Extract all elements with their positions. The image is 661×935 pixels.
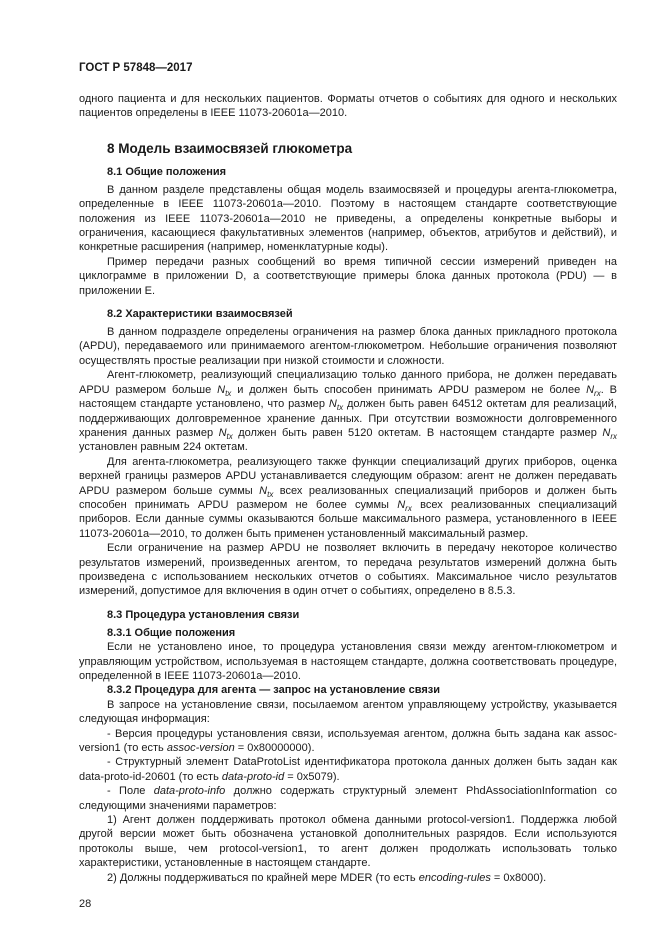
italic-term: data-proto-id [221, 770, 285, 783]
paragraph: одного пациента и для нескольких пациентов. Форматы отчетов о событиях для одного и нескольких пациентов определены в IEEE 11073-20601a—2010. [79, 93, 617, 120]
text-segment: должен быть равен 5120 октетам. В настоящем стандарте размер [232, 426, 603, 439]
text-segment: должен быть равен 64512 октетам для реализаций, поддерживающих долговременное хранение данных. При отсутствии возможности долговременного хранения данных размер [79, 398, 617, 439]
text-segment: - Версия процедуры установления связи, используемая агентом, должна быть задана как assoc-version1 (то есть [79, 727, 617, 755]
list-item [79, 755, 617, 784]
symbol-n: N [217, 383, 226, 396]
paragraph [79, 368, 617, 454]
text-segment: установлен равным 224 октетам. [79, 441, 248, 454]
paragraph: В запросе на установление связи, посылаемом агентом управляющему устройству, указывается следующая информация: [79, 698, 617, 726]
subsection-heading-8-3: 8.3 Процедура установления связи [107, 608, 300, 621]
document-page [79, 0, 617, 932]
numbered-item: 1) Агент должен поддерживать протокол обмена данными protocol-version1. Поддержка любой другой версии может быть обозначена установкой дополнительных разрядов. Если используются протоколы выше, чем protocol-version1, то агент должен продолжать использовать только характеристики, установленные в настоящем стандарте. [79, 814, 617, 870]
text-segment: и должен быть способен принимать APDU размером не более [231, 383, 587, 396]
symbol-n: N [602, 426, 611, 439]
paragraph [79, 455, 617, 541]
subscript-rx: rx [610, 431, 617, 441]
italic-term: data-proto-info [153, 785, 226, 798]
subsection-heading-8-2: 8.2 Характеристики взаимосвязей [107, 308, 293, 321]
text-segment: = 0x8000). [490, 871, 547, 884]
paragraph: В данном разделе представлены общая модель взаимосвязей и процедуры агента-глюкометра, определенные в IEEE 11073-20601a—2010. Поэтому в настоящем стандарте соответствующие положения из IEEE 11073-20601a—2010 не приведены, а определены конкретные выборы и ограничения, касающиеся факультативных элементов (например, объектов, атрибутов и действий), и конкретные расширения (например, номенклатурные коды). [79, 183, 617, 254]
text-segment: Агент-глюкометр, реализующий специализацию только данного прибора, не должен передавать APDU размером больше [79, 369, 617, 396]
subscript-rx: rx [594, 388, 601, 398]
symbol-n: N [218, 426, 227, 439]
paragraph: Если ограничение на размер APDU не позволяет включить в передачу некоторое количество результатов измерений, произведенных агентом, то передача результатов измерений должна быть произведена с использованием нескольких отчетов о событиях. Максимальное число результатов измерений, допустимое для включения в один отчет о событиях, определено в 8.5.3. [79, 542, 617, 598]
symbol-n: N [328, 398, 337, 411]
symbol-n: N [397, 498, 406, 511]
subscript-tx: tx [336, 403, 344, 413]
text-segment: - Структурный элемент DataProtoList идентификатора протокола данных должен быть задан как data-proto-id-20601 (то есть [79, 756, 617, 783]
paragraph: Пример передачи разных сообщений во время типичной сессии измерений приведен на циклограмме в приложении D, а соответствующие примеры блока данных протокола (PDU) — в приложении E. [79, 255, 617, 297]
text-segment: всех реализованных специализаций приборов. Если данные суммы оказываются больше максимального размера, установленного в IEEE 11073-20601a—2010, то должен быть применен установленный максимальный размер. [79, 498, 617, 540]
numbered-item [79, 871, 617, 885]
subscript-tx: tx [225, 388, 232, 398]
text-segment: = 0x80000000). [234, 742, 315, 755]
italic-term: assoc-version [166, 742, 235, 755]
italic-term: encoding-rules [418, 871, 491, 884]
text-segment: Для агента-глюкометра, реализующего также функции специализаций других приборов, оценка верхней границы размеров APDU устанавливается следующим образом: агент не должен передавать APDU размером больше суммы [79, 455, 617, 497]
paragraph: В данном подразделе определены ограничения на размер блока данных прикладного протокола (APDU), передаваемого или принимаемого агентом-глюкометром. Небольшие ограничения позволяют осуществлять простые реализации при низкой стоимости и сложности. [79, 326, 617, 367]
symbol-n: N [586, 383, 595, 396]
subsection-heading-8-1: 8.1 Общие положения [107, 165, 227, 178]
text-segment: должно содержать структурный элемент PhdAssociationInformation со следующими значениями параметров: [79, 785, 617, 812]
list-item [79, 727, 617, 756]
symbol-n: N [259, 484, 268, 497]
subscript-tx: tx [267, 489, 274, 499]
text-segment: 2) Должны поддерживаться по крайней мере MDER (то есть [107, 871, 419, 884]
page-number: 28 [79, 898, 92, 911]
subsection-heading-8-3-2: 8.3.2 Процедура для агента — запрос на установление связи [107, 684, 440, 697]
section-heading-8: 8 Модель взаимосвязей глюкометра [107, 140, 353, 156]
text-segment: всех реализованных специализаций приборов и должен быть способен принимать APDU размером не более суммы [79, 484, 617, 511]
text-segment: = 0x5079). [284, 770, 340, 783]
subsection-heading-8-3-1: 8.3.1 Общие положения [107, 626, 236, 639]
text-segment: . В настоящем стандарте установлено, что размер [79, 383, 617, 411]
text-segment: - Поле [107, 785, 154, 798]
paragraph: Если не установлено иное, то процедура установления связи между агентом-глюкометром и управляющим устройством, используемая в настоящем стандарте, должна соответствовать процедуре, определенной в IEEE 11073-20601a—2010. [79, 641, 617, 682]
subscript-rx: rx [405, 503, 412, 513]
subscript-tx: tx [226, 431, 233, 441]
list-item [79, 784, 617, 813]
standard-header: ГОСТ Р 57848—2017 [79, 62, 193, 74]
